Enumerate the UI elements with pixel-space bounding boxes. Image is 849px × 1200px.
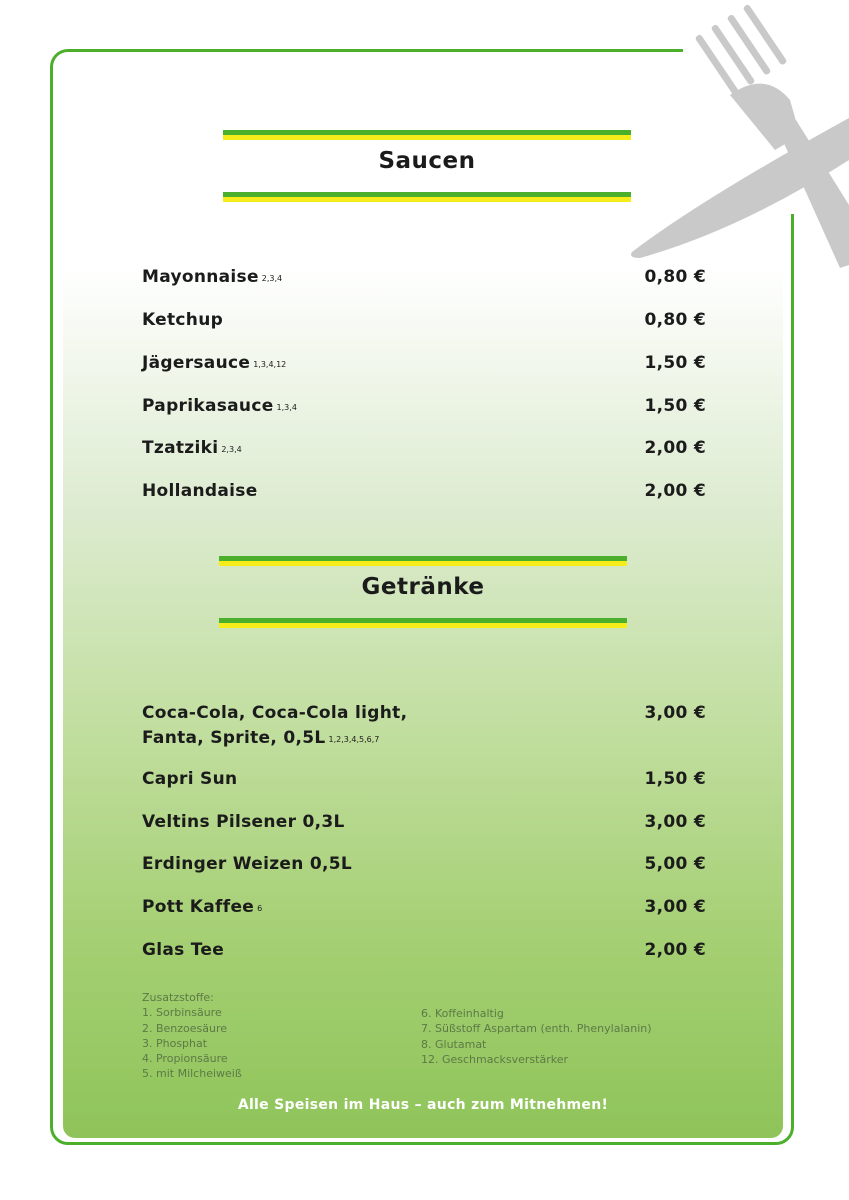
additive-entry: 8. Glutamat	[421, 1037, 487, 1051]
additive-entry: 2. Benzoesäure	[142, 1021, 228, 1035]
additives-heading: Zusatzstoffe:	[142, 991, 214, 1004]
item-price: 1,50 €	[644, 353, 706, 373]
item-additives: 2,3,4	[221, 445, 242, 454]
additive-entry: 7. Süßstoff Aspartam (enth. Phenylalanin)	[421, 1022, 652, 1036]
item-name: Jägersauce	[142, 353, 251, 373]
item-name: Tzatziki	[142, 438, 219, 458]
item-name: Hollandaise	[142, 481, 258, 501]
sauces-heading	[223, 130, 631, 202]
item-price: 3,00 €	[644, 897, 706, 917]
item-price: 0,80 €	[644, 310, 706, 330]
additive-entry: 12. Geschmacksverstärker	[421, 1052, 569, 1066]
item-price: 2,00 €	[644, 438, 706, 458]
item-name: Glas Tee	[142, 940, 225, 960]
sauces-title: Saucen	[378, 148, 476, 174]
drinks-title: Getränke	[361, 574, 485, 600]
item-name: Capri Sun	[142, 769, 238, 789]
additive-entry: 5. mit Milcheiweiß	[142, 1067, 242, 1081]
additive-entry: 4. Propionsäure	[142, 1052, 228, 1066]
item-price: 3,00 €	[644, 812, 706, 832]
item-additives: 2,3,4	[261, 274, 283, 283]
cutlery-decoration	[600, 0, 849, 330]
item-additives: 1,3,4,12	[253, 360, 287, 369]
item-name-line1: Coca-Cola, Coca-Cola light,	[142, 703, 408, 723]
item-additives: 6	[257, 904, 263, 913]
item-price: 1,50 €	[644, 396, 706, 416]
additives-legend-left	[142, 990, 242, 1082]
menu-item	[142, 701, 706, 753]
item-price: 2,00 €	[644, 940, 706, 960]
item-price: 5,00 €	[644, 854, 706, 874]
item-price: 1,50 €	[644, 769, 706, 789]
item-name: Pott Kaffee	[142, 897, 255, 917]
item-additives: 1,3,4	[276, 403, 297, 412]
additive-entry: 1. Sorbinsäure	[142, 1006, 222, 1020]
additives-legend-right	[421, 1006, 652, 1067]
item-price: 3,00 €	[644, 703, 706, 723]
item-name: Ketchup	[142, 310, 224, 330]
additive-entry: 3. Phosphat	[142, 1036, 208, 1050]
item-additives: 1,2,3,4,5,6,7	[328, 735, 380, 744]
drinks-heading	[219, 556, 627, 628]
item-name: Veltins Pilsener 0,3L	[142, 812, 345, 832]
footer-note: Alle Speisen im Haus – auch zum Mitnehmen!	[237, 1097, 609, 1113]
item-name: Paprikasauce	[142, 396, 274, 416]
item-name: Erdinger Weizen 0,5L	[142, 854, 352, 874]
item-name-line2: Fanta, Sprite, 0,5L	[142, 728, 326, 748]
item-price: 0,80 €	[644, 267, 706, 287]
item-name: Mayonnaise	[142, 267, 259, 287]
item-price: 2,00 €	[644, 481, 706, 501]
additive-entry: 6. Koffeinhaltig	[421, 1007, 504, 1020]
